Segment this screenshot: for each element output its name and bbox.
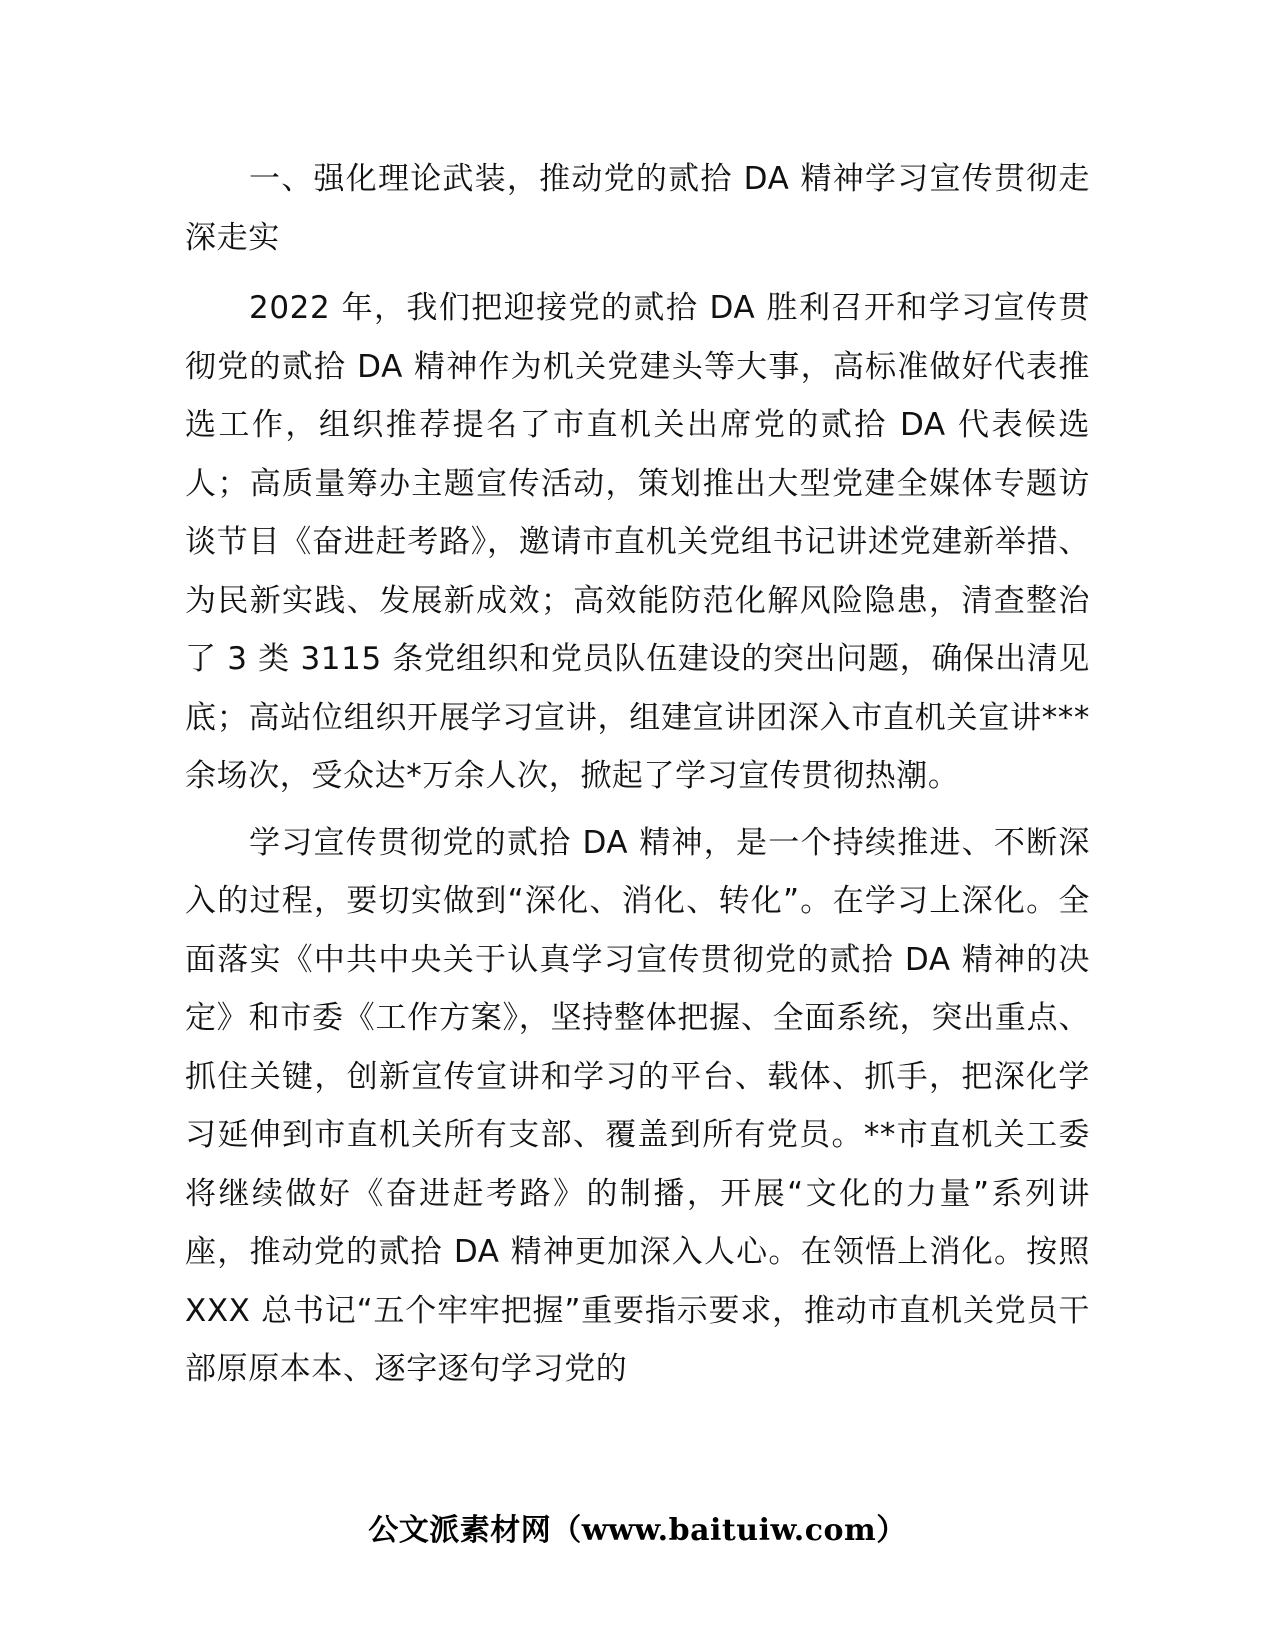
document-body xyxy=(185,150,1090,1407)
paragraph-2: 学习宣传贯彻党的贰拾 DA 精神，是一个持续推进、不断深入的过程，要切实做到“深化、消化、转化”。在学习上深化。全面落实《中共中央关于认真学习宣传贯彻党的贰拾 DA 精神的决定》和市委《工作方案》，坚持整体把握、全面系统，突出重点、抓住关键，创新宣传宣讲和学习的平台、载体、抓手，把深化学习延伸到市直机关所有支部、覆盖到所有党员。**市直机关工委将继续做好《奋进赶考路》的制播，开展“文化的力量”系列讲座，推动党的贰拾 DA 精神更加深入人心。在领悟上消化。按照 XXX 总书记“五个牢牢把握”重要指示要求，推动市直机关党员干部原原本本、逐字逐句学习党的 xyxy=(185,824,1090,1387)
section-heading: 一、强化理论武装，推动党的贰拾 DA 精神学习宣传贯彻走深走实 xyxy=(185,161,1090,256)
paragraph-1: 2022 年，我们把迎接党的贰拾 DA 胜利召开和学习宣传贯彻党的贰拾 DA 精神作为机关党建头等大事，高标准做好代表推选工作，组织推荐提名了市直机关出席党的贰拾 DA 代表候选人；高质量筹办主题宣传活动，策划推出大型党建全媒体专题访谈节目《奋进赶考路》，邀请市直机关党组书记讲述党建新举措、为民新实践、发展新成效；高效能防范化解风险隐患，清查整治了 3 类 3115 条党组织和党员队伍建设的突出问题，确保出清见底；高站位组织开展学习宣讲，组建宣讲团深入市直机关宣讲***余场次，受众达*万余人次，掀起了学习宣传贯彻热潮。 xyxy=(185,290,1090,794)
footer-watermark: 公文派素材网（www.baituiw.com） xyxy=(368,1513,907,1548)
